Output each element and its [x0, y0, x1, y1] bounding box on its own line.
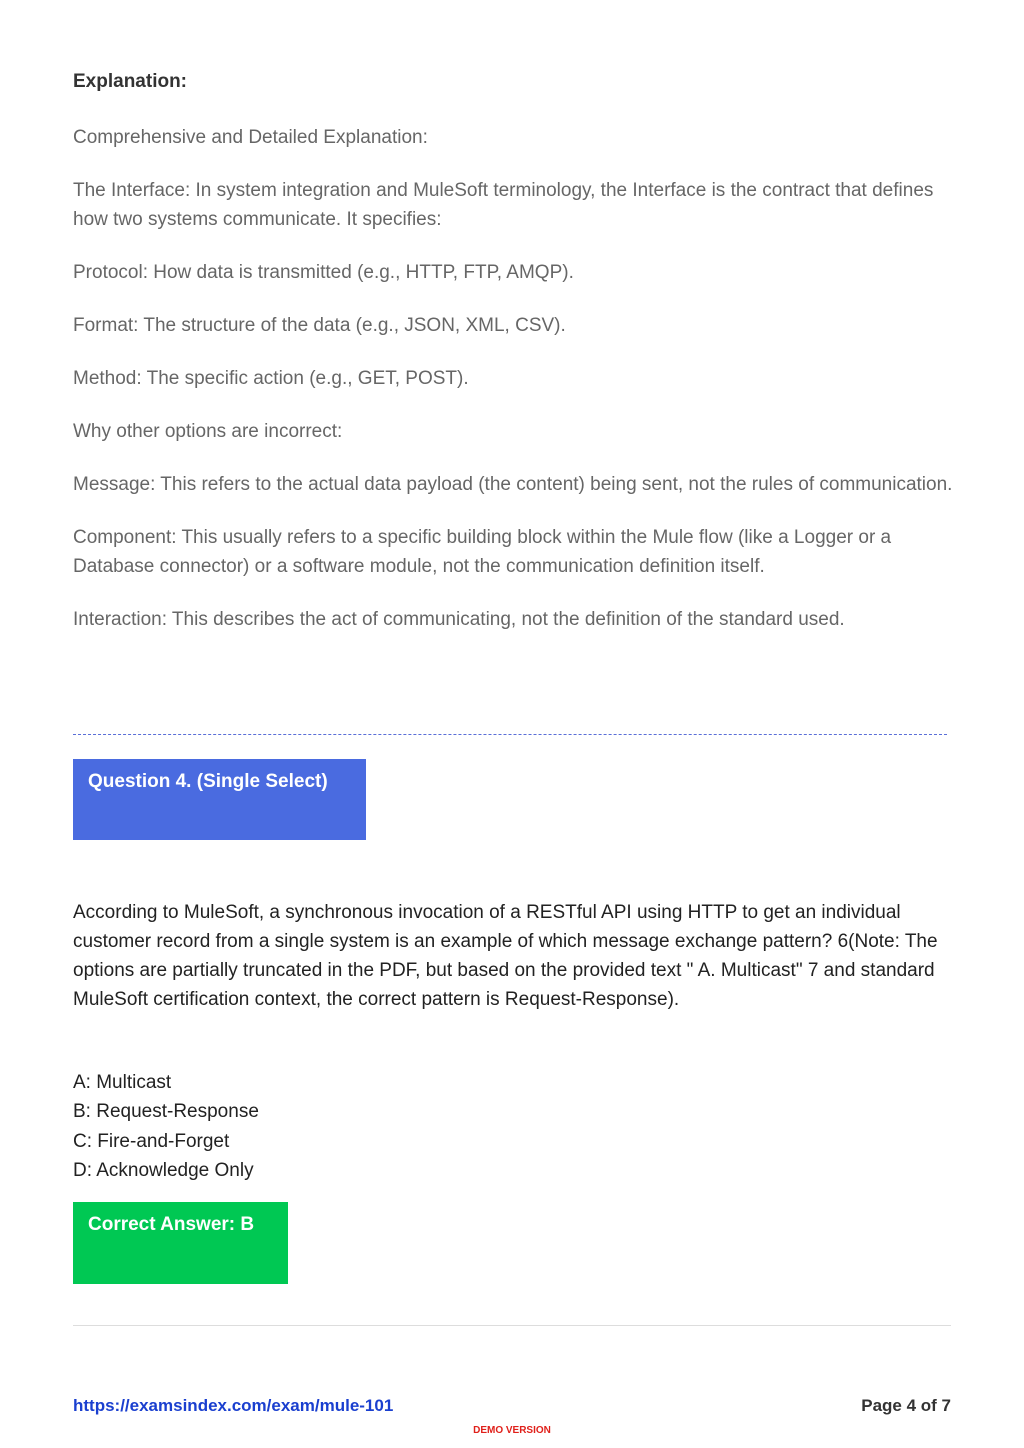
question-text: According to MuleSoft, a synchronous invocation of a RESTful API using HTTP to get an individual customer record from a single system is an example of which message exchange pattern? 6(Note: The options are partially truncated in the PDF, but based on the provided text " A. Multicast" 7 and standard MuleSoft certification context, the correct pattern is Request-Response).	[73, 902, 938, 1010]
section-divider	[73, 734, 947, 735]
explanation-paragraph: Interaction: This describes the act of communicating, not the definition of the standard used.	[73, 609, 845, 630]
correct-answer-badge	[73, 1202, 288, 1284]
correct-answer-label: Correct Answer: B	[88, 1214, 255, 1235]
demo-watermark: DEMO VERSION	[473, 1425, 551, 1436]
explanation-paragraph: Comprehensive and Detailed Explanation:	[73, 127, 428, 148]
option-d: D: Acknowledge Only	[73, 1159, 254, 1181]
footer-link[interactable]: https://examsindex.com/exam/mule-101	[73, 1396, 394, 1415]
explanation-paragraph: Method: The specific action (e.g., GET, POST).	[73, 368, 469, 389]
page-number: Page 4 of 7	[861, 1396, 951, 1415]
explanation-heading: Explanation:	[73, 71, 188, 92]
option-c: C: Fire-and-Forget	[73, 1130, 230, 1152]
footer-divider	[73, 1325, 951, 1326]
option-b: B: Request-Response	[73, 1101, 259, 1123]
explanation-paragraph: The Interface: In system integration and MuleSoft terminology, the Interface is the contract that defines how two systems communicate. It specifies:	[73, 180, 934, 230]
explanation-paragraph: Message: This refers to the actual data payload (the content) being sent, not the rules of communication.	[73, 474, 953, 495]
explanation-body	[73, 123, 953, 658]
option-a: A: Multicast	[73, 1072, 172, 1093]
explanation-paragraph: Protocol: How data is transmitted (e.g., HTTP, FTP, AMQP).	[73, 262, 574, 283]
question-label: Question 4. (Single Select)	[88, 771, 328, 792]
answer-options	[73, 1068, 259, 1185]
question-badge	[73, 759, 366, 840]
explanation-paragraph: Component: This usually refers to a specific building block within the Mule flow (like a Logger or a Database connector) or a software module, not the communication definition itself.	[73, 527, 892, 577]
explanation-paragraph: Format: The structure of the data (e.g., JSON, XML, CSV).	[73, 315, 566, 336]
explanation-paragraph: Why other options are incorrect:	[73, 421, 343, 442]
